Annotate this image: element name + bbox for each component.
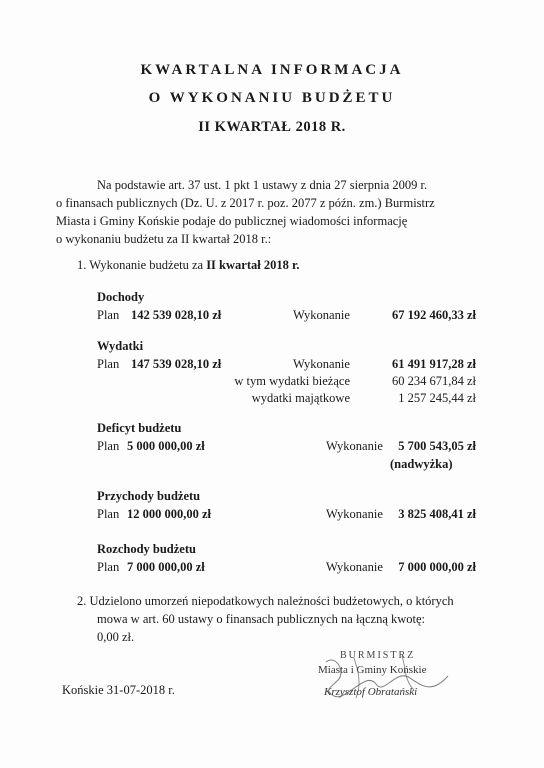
rozchody-exec-value: 7 000 000,00 zł <box>398 560 476 574</box>
signature-stamp <box>306 650 466 710</box>
deficyt-exec-value: 5 700 543,05 zł <box>398 439 476 453</box>
przychody-exec-label: Wykonanie <box>326 507 383 521</box>
deficyt-exec-label: Wykonanie <box>326 439 383 453</box>
przychody-plan-value: 12 000 000,00 zł <box>127 507 212 521</box>
wydatki-plan-value: 147 539 028,10 zł <box>131 357 222 371</box>
deficyt-plan-value: 5 000 000,00 zł <box>127 439 205 453</box>
dochody-plan-value: 142 539 028,10 zł <box>131 308 222 322</box>
deficyt-plan-label: Plan <box>97 439 120 453</box>
rozchody-plan-label: Plan <box>97 560 120 574</box>
title-line-2: O WYKONANIU BUDŻETU <box>148 90 396 106</box>
wydatki-majatkowe-label: wydatki majątkowe <box>251 391 350 405</box>
item-1 <box>77 258 299 273</box>
wydatki-majatkowe-value: 1 257 245,44 zł <box>398 391 476 405</box>
deficyt-header: Deficyt budżetu <box>97 421 182 435</box>
intro-line-1: Na podstawie art. 37 ust. 1 pkt 1 ustawy z dnia 27 sierpnia 2009 r. <box>97 178 428 192</box>
wydatki-exec-label: Wykonanie <box>293 357 350 371</box>
wydatki-exec-value: 61 491 917,28 zł <box>391 357 476 371</box>
przychody-plan-label: Plan <box>97 507 120 521</box>
title-line-3: II KWARTAŁ 2018 R. <box>198 119 346 135</box>
item-1-prefix: 1. Wykonanie budżetu za <box>77 258 207 272</box>
wydatki-header: Wydatki <box>97 339 144 353</box>
dochody-exec-value: 67 192 460,33 zł <box>391 308 476 322</box>
stamp-title: BURMISTRZ <box>340 650 416 661</box>
item-1-bold: II kwartał 2018 r. <box>206 258 300 272</box>
rozchody-exec-label: Wykonanie <box>326 560 383 574</box>
dochody-exec-label: Wykonanie <box>293 308 350 322</box>
item-2-line-2: mowa w art. 60 ustawy o finansach publicznych na łączną kwotę: <box>97 612 426 626</box>
rozchody-header: Rozchody budżetu <box>97 542 196 556</box>
przychody-header: Przychody budżetu <box>97 489 201 503</box>
wydatki-plan-label: Plan <box>97 357 120 371</box>
item-2-line-3: 0,00 zł. <box>97 630 135 644</box>
rozchody-plan-value: 7 000 000,00 zł <box>127 560 205 574</box>
deficyt-note: (nadwyżka) <box>390 457 453 471</box>
place-date: Końskie 31-07-2018 r. <box>62 683 175 697</box>
dochody-header: Dochody <box>97 290 145 304</box>
title-line-1: KWARTALNA INFORMACJA <box>140 62 404 78</box>
intro-line-3: Miasta i Gminy Końskie podaje do publicznej wiadomości informację <box>56 214 408 228</box>
dochody-plan-label: Plan <box>97 308 120 322</box>
intro-line-2: o finansach publicznych (Dz. U. z 2017 r. poz. 2077 z późn. zm.) Burmistrz <box>56 196 435 210</box>
wydatki-biezace-value: 60 234 671,84 zł <box>391 374 476 388</box>
item-2-line-1: 2. Udzielono umorzeń niepodatkowych należności budżetowych, o których <box>77 594 454 608</box>
wydatki-biezace-label: w tym wydatki bieżące <box>234 374 350 388</box>
stamp-name: Krzysztof Obratański <box>324 686 418 698</box>
stamp-office: Miasta i Gminy Końskie <box>318 664 427 676</box>
handwritten-signature <box>306 650 466 710</box>
przychody-exec-value: 3 825 408,41 zł <box>398 507 476 521</box>
intro-line-4: o wykonaniu budżetu za II kwartał 2018 r.: <box>56 232 272 246</box>
